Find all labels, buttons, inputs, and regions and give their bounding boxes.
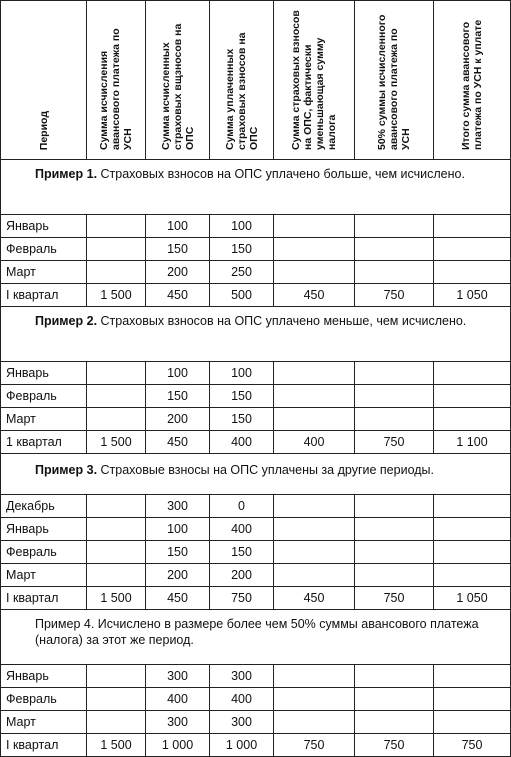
value-cell: 150 (210, 238, 274, 261)
table-row (1, 688, 511, 711)
value-cell (87, 238, 146, 261)
value-cell: 1 050 (434, 284, 511, 307)
value-cell: 450 (274, 284, 355, 307)
period-cell: Февраль (1, 385, 87, 408)
value-cell: 450 (146, 431, 210, 454)
table-row (1, 431, 511, 454)
value-cell: 1 500 (87, 284, 146, 307)
value-cell (87, 541, 146, 564)
value-cell (434, 495, 511, 518)
value-cell: 750 (355, 284, 434, 307)
value-cell: 100 (146, 518, 210, 541)
table-row (1, 408, 511, 431)
value-cell: 750 (434, 734, 511, 757)
value-cell (434, 385, 511, 408)
value-cell: 300 (146, 495, 210, 518)
example-label: Пример 1. (35, 167, 98, 181)
value-cell (274, 261, 355, 284)
value-cell: 200 (146, 261, 210, 284)
period-cell: Январь (1, 215, 87, 238)
value-cell: 300 (146, 711, 210, 734)
example-description: Страховых взносов на ОПС уплачено меньше, чем исчислено. (97, 314, 467, 328)
period-cell: Февраль (1, 688, 87, 711)
header-paid-insurance: Сумма уплаченных страховых взносов на ОПС (210, 1, 274, 160)
table-row (1, 215, 511, 238)
value-cell (274, 362, 355, 385)
value-cell: 1 000 (146, 734, 210, 757)
value-cell (355, 495, 434, 518)
example-heading (1, 454, 511, 495)
value-cell (355, 261, 434, 284)
value-cell (274, 564, 355, 587)
header-accrued-insurance: Сумма исчисленных страховых вщзносов на ОПС (146, 1, 210, 160)
header-fifty-percent: 50% суммы исчисленного авансового платежа по УСН (355, 1, 434, 160)
value-cell (434, 238, 511, 261)
value-cell (434, 261, 511, 284)
value-cell: 400 (210, 431, 274, 454)
example-heading (1, 307, 511, 362)
period-cell: Январь (1, 665, 87, 688)
value-cell: 200 (210, 564, 274, 587)
period-cell: I квартал (1, 587, 87, 610)
value-cell (274, 711, 355, 734)
table-row (1, 734, 511, 757)
value-cell: 500 (210, 284, 274, 307)
table-row (1, 541, 511, 564)
value-cell: 100 (146, 362, 210, 385)
value-cell: 150 (210, 408, 274, 431)
example-heading-row (1, 160, 511, 215)
period-cell: Январь (1, 362, 87, 385)
value-cell: 750 (210, 587, 274, 610)
value-cell (355, 385, 434, 408)
example-heading (1, 610, 511, 665)
value-cell: 750 (355, 734, 434, 757)
header-period: Период (1, 1, 87, 160)
value-cell (274, 238, 355, 261)
value-cell (274, 665, 355, 688)
table-row (1, 385, 511, 408)
period-cell: Март (1, 711, 87, 734)
period-cell: Март (1, 261, 87, 284)
header-row (1, 1, 511, 160)
example-heading-row (1, 454, 511, 495)
value-cell (434, 564, 511, 587)
value-cell: 400 (274, 431, 355, 454)
example-heading (1, 160, 511, 215)
value-cell: 250 (210, 261, 274, 284)
value-cell (87, 564, 146, 587)
value-cell: 1 000 (210, 734, 274, 757)
value-cell: 200 (146, 408, 210, 431)
value-cell (274, 495, 355, 518)
value-cell (274, 408, 355, 431)
example-description: Пример 4. Исчислено в размере более чем 50% суммы авансового платежа (налога) за этот же период. (35, 617, 479, 647)
table-body (1, 160, 511, 757)
example-description: Страховые взносы на ОПС уплачены за другие периоды. (97, 463, 434, 477)
value-cell: 100 (210, 362, 274, 385)
value-cell: 200 (146, 564, 210, 587)
table-row (1, 564, 511, 587)
value-cell (274, 541, 355, 564)
value-cell (355, 238, 434, 261)
value-cell (87, 518, 146, 541)
value-cell: 100 (146, 215, 210, 238)
example-description: Страховых взносов на ОПС уплачено больше, чем исчислено. (97, 167, 465, 181)
example-label: Пример 3. (35, 463, 98, 477)
value-cell (355, 711, 434, 734)
table-row (1, 238, 511, 261)
header-calc-advance: Сумма исчисления авансового платежа по УСН (87, 1, 146, 160)
value-cell (434, 408, 511, 431)
period-cell: Февраль (1, 541, 87, 564)
value-cell (274, 688, 355, 711)
header-reducing-amount: Сумма страховых взносов на ОПС, фактически уменьшающая сумму налога (274, 1, 355, 160)
period-cell: I квартал (1, 284, 87, 307)
value-cell: 150 (210, 385, 274, 408)
value-cell: 450 (146, 284, 210, 307)
period-cell: Декабрь (1, 495, 87, 518)
value-cell (87, 385, 146, 408)
value-cell (87, 408, 146, 431)
value-cell (434, 518, 511, 541)
value-cell (87, 665, 146, 688)
table-row (1, 587, 511, 610)
value-cell (87, 215, 146, 238)
value-cell (355, 518, 434, 541)
period-cell: Март (1, 564, 87, 587)
value-cell: 100 (210, 215, 274, 238)
value-cell (434, 362, 511, 385)
value-cell: 1 500 (87, 587, 146, 610)
value-cell (274, 518, 355, 541)
value-cell: 150 (210, 541, 274, 564)
value-cell: 1 500 (87, 734, 146, 757)
value-cell (87, 362, 146, 385)
value-cell: 0 (210, 495, 274, 518)
value-cell: 750 (274, 734, 355, 757)
value-cell: 1 500 (87, 431, 146, 454)
value-cell (274, 385, 355, 408)
value-cell (355, 688, 434, 711)
value-cell (355, 564, 434, 587)
value-cell (355, 665, 434, 688)
value-cell: 150 (146, 541, 210, 564)
table-row (1, 711, 511, 734)
table-row (1, 284, 511, 307)
value-cell: 400 (146, 688, 210, 711)
value-cell (355, 541, 434, 564)
table-row (1, 518, 511, 541)
value-cell: 300 (210, 711, 274, 734)
value-cell (274, 215, 355, 238)
period-cell: Январь (1, 518, 87, 541)
value-cell: 750 (355, 431, 434, 454)
value-cell (87, 688, 146, 711)
period-cell: Март (1, 408, 87, 431)
value-cell (87, 261, 146, 284)
example-heading-row (1, 610, 511, 665)
period-cell: Февраль (1, 238, 87, 261)
example-label: Пример 2. (35, 314, 98, 328)
value-cell: 150 (146, 385, 210, 408)
value-cell (434, 215, 511, 238)
table-row (1, 362, 511, 385)
table-row (1, 665, 511, 688)
value-cell (434, 665, 511, 688)
header-total-payable: Итого сумма авансового платежа по УСН к уплате (434, 1, 511, 160)
value-cell (355, 215, 434, 238)
value-cell (355, 408, 434, 431)
value-cell: 150 (146, 238, 210, 261)
value-cell: 1 100 (434, 431, 511, 454)
value-cell (355, 362, 434, 385)
value-cell: 400 (210, 688, 274, 711)
table-row (1, 261, 511, 284)
value-cell (434, 541, 511, 564)
value-cell: 300 (146, 665, 210, 688)
value-cell: 450 (146, 587, 210, 610)
value-cell: 400 (210, 518, 274, 541)
period-cell: I квартал (1, 734, 87, 757)
value-cell (434, 688, 511, 711)
value-cell: 450 (274, 587, 355, 610)
table-row (1, 495, 511, 518)
period-cell: 1 квартал (1, 431, 87, 454)
value-cell: 750 (355, 587, 434, 610)
value-cell: 300 (210, 665, 274, 688)
value-cell (434, 711, 511, 734)
value-cell (87, 495, 146, 518)
example-heading-row (1, 307, 511, 362)
value-cell: 1 050 (434, 587, 511, 610)
value-cell (87, 711, 146, 734)
